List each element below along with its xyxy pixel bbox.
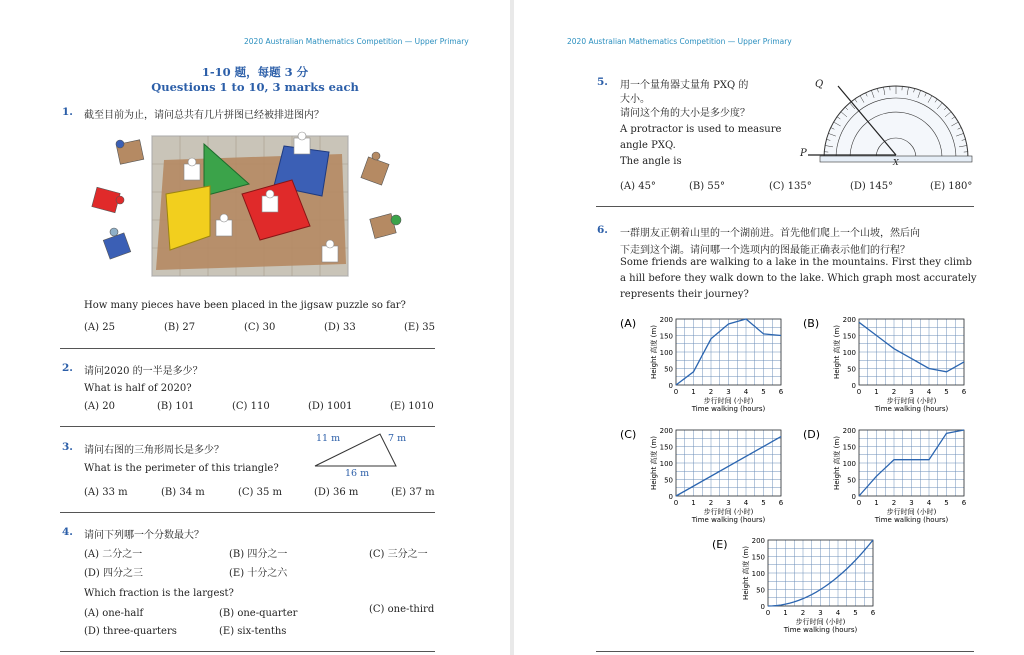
x-tick-label: 0 [765, 609, 771, 617]
choice-a[interactable]: (A) 45° [620, 181, 656, 192]
y-tick-label: 100 [842, 460, 856, 468]
x-tick-label: 1 [691, 388, 696, 396]
question-number: 3. [62, 441, 73, 453]
question-text-cn: 大小。 [620, 94, 650, 105]
x-axis-label: Time walking (hours) [783, 626, 858, 634]
choice-d[interactable]: (D) 145° [850, 181, 894, 192]
x-axis-label: Time walking (hours) [691, 516, 766, 524]
x-tick-label: 4 [743, 388, 749, 396]
divider [60, 651, 435, 652]
question-text-en: angle PXQ. [620, 140, 676, 151]
x-tick-label: 2 [891, 499, 897, 507]
choice-a[interactable]: (A) 25 [84, 322, 115, 333]
choice-e[interactable]: (E) 180° [930, 181, 973, 192]
question-text-en: a hill before they walk down to the lake. Which graph most accurately [620, 273, 977, 284]
y-axis-label: Height 高度 (m) [833, 325, 841, 379]
jigsaw-puzzle-image [84, 124, 424, 284]
x-tick-label: 2 [800, 609, 806, 617]
x-axis-label-cn: 步行时间 (小时) [703, 397, 754, 405]
x-tick-label: 3 [909, 499, 914, 507]
y-tick-label: 150 [659, 332, 673, 341]
x-tick-label: 0 [856, 499, 862, 507]
choice-b[interactable]: (B) 55° [689, 181, 726, 192]
choice-c[interactable]: (C) 110 [232, 401, 270, 412]
y-tick-label: 0 [668, 493, 673, 501]
right-page [514, 0, 1024, 655]
divider [60, 348, 435, 349]
x-axis-label-cn: 步行时间 (小时) [795, 618, 846, 626]
height-time-graph[interactable] [618, 313, 803, 423]
x-tick-label: 3 [726, 499, 731, 507]
choice-a[interactable]: (A) 33 m [84, 487, 128, 498]
y-tick-label: 200 [842, 316, 856, 324]
x-tick-label: 1 [874, 388, 879, 396]
question-text-cn: 截至目前为止，请问总共有几片拼图已经被排进图内？ [84, 110, 324, 121]
graph-option-label: (C) [620, 428, 637, 441]
graph-option-label: (E) [712, 538, 728, 551]
y-tick-label: 100 [751, 570, 765, 578]
x-tick-label: 6 [870, 609, 876, 617]
y-tick-label: 100 [659, 460, 673, 468]
choice-e-cn[interactable]: (E) 十分之六 [229, 568, 288, 579]
x-axis-label: Time walking (hours) [874, 516, 949, 524]
x-tick-label: 2 [708, 499, 714, 507]
y-tick-label: 150 [842, 443, 856, 452]
question-text-cn: 请问右图的三角形周长是多少？ [84, 445, 224, 456]
y-tick-label: 0 [760, 603, 765, 611]
choice-a[interactable]: (A) 20 [84, 401, 115, 412]
x-axis-label-cn: 步行时间 (小时) [886, 508, 937, 516]
x-tick-label: 4 [926, 388, 932, 396]
x-tick-label: 5 [944, 388, 949, 396]
choice-e[interactable]: (E) six-tenths [219, 626, 287, 637]
x-tick-label: 4 [926, 499, 932, 507]
y-tick-label: 50 [664, 365, 673, 374]
y-tick-label: 200 [751, 537, 765, 545]
choice-c[interactable]: (C) 35 m [238, 487, 283, 498]
side-label: 16 m [345, 468, 370, 479]
x-tick-label: 3 [726, 388, 731, 396]
choice-d[interactable]: (D) three-quarters [84, 626, 177, 637]
point-label-q: Q [815, 79, 824, 90]
x-tick-label: 0 [673, 388, 679, 396]
choice-e[interactable]: (E) 37 m [391, 487, 435, 498]
y-tick-label: 200 [659, 316, 673, 324]
x-tick-label: 6 [961, 499, 967, 507]
x-tick-label: 0 [856, 388, 862, 396]
question-text-en: The angle is [620, 156, 682, 167]
x-tick-label: 3 [818, 609, 823, 617]
x-tick-label: 6 [778, 388, 784, 396]
question-text-en: What is half of 2020? [84, 383, 192, 394]
left-page [0, 0, 510, 655]
question-text-en: Some friends are walking to a lake in the mountains. First they climb [620, 257, 972, 268]
x-tick-label: 2 [708, 388, 714, 396]
x-axis-label: Time walking (hours) [874, 405, 949, 413]
point-label-p: P [800, 148, 807, 159]
x-tick-label: 4 [835, 609, 841, 617]
y-axis-label: Height 高度 (m) [650, 436, 658, 490]
x-tick-label: 2 [891, 388, 897, 396]
x-tick-label: 0 [673, 499, 679, 507]
choice-a[interactable]: (A) one-half [84, 608, 144, 619]
divider [596, 206, 974, 207]
choice-b[interactable]: (B) 27 [164, 322, 196, 333]
question-text-cn: 请问这个角的大小是多少度？ [620, 108, 750, 119]
x-tick-label: 3 [909, 388, 914, 396]
question-text-cn: 请问下列哪一个分数最大？ [84, 530, 204, 541]
x-tick-label: 6 [778, 499, 784, 507]
running-header: 2020 Australian Mathematics Competition — Upper Primary [244, 37, 469, 46]
x-axis-label-cn: 步行时间 (小时) [703, 508, 754, 516]
choice-c[interactable]: (C) 30 [244, 322, 276, 333]
y-tick-label: 100 [842, 349, 856, 357]
question-number: 4. [62, 526, 73, 538]
question-text-cn: 请问2020 的一半是多少？ [84, 366, 203, 377]
y-tick-label: 100 [659, 349, 673, 357]
choice-b[interactable]: (B) 101 [157, 401, 195, 412]
y-tick-label: 0 [851, 493, 856, 501]
y-axis-label: Height 高度 (m) [742, 546, 750, 600]
question-number: 6. [597, 224, 608, 236]
x-tick-label: 5 [761, 388, 766, 396]
y-tick-label: 50 [756, 586, 765, 595]
side-label: 11 m [316, 433, 341, 444]
choice-c[interactable]: (C) one-third [369, 604, 435, 615]
choice-b-cn[interactable]: (B) 四分之一 [229, 549, 288, 560]
x-tick-label: 5 [944, 499, 949, 507]
choice-c[interactable]: (C) 135° [769, 181, 812, 192]
x-axis-label-cn: 步行时间 (小时) [886, 397, 937, 405]
x-axis-label: Time walking (hours) [691, 405, 766, 413]
x-tick-label: 1 [691, 499, 696, 507]
question-number: 1. [62, 106, 73, 118]
choice-d-cn[interactable]: (D) 四分之三 [84, 568, 143, 579]
question-text-en: How many pieces have been placed in the jigsaw puzzle so far? [84, 300, 406, 311]
point-label-x: X [893, 158, 899, 167]
choice-c-cn[interactable]: (C) 三分之一 [369, 549, 428, 560]
height-time-graph[interactable] [618, 424, 803, 534]
question-text-cn: 下走到这个湖。请问哪一个选项内的图最能正确表示他们的行程？ [620, 245, 910, 256]
question-text-cn: 用一个量角器丈量角 PXQ 的 [620, 80, 749, 91]
choice-a-cn[interactable]: (A) 二分之一 [84, 549, 143, 560]
choice-d[interactable]: (D) 33 [324, 322, 356, 333]
side-label: 7 m [388, 433, 407, 444]
question-text-en: A protractor is used to measure [620, 124, 782, 135]
running-header: 2020 Australian Mathematics Competition — Upper Primary [567, 37, 792, 46]
height-time-graph[interactable] [801, 424, 986, 534]
x-tick-label: 1 [783, 609, 788, 617]
graph-option-label: (B) [803, 317, 820, 330]
choice-b[interactable]: (B) one-quarter [219, 608, 298, 619]
question-number: 5. [597, 76, 608, 88]
y-tick-label: 50 [664, 476, 673, 485]
section-title-en: Questions 1 to 10, 3 marks each [151, 80, 359, 94]
y-tick-label: 150 [751, 553, 765, 562]
choice-d[interactable]: (D) 1001 [308, 401, 353, 412]
question-text-en: What is the perimeter of this triangle? [84, 463, 279, 474]
y-tick-label: 50 [847, 365, 856, 374]
y-tick-label: 200 [659, 427, 673, 435]
question-text-en: Which fraction is the largest? [84, 588, 234, 599]
divider [60, 426, 435, 427]
y-tick-label: 50 [847, 476, 856, 485]
graph-option-label: (D) [803, 428, 821, 441]
y-tick-label: 200 [842, 427, 856, 435]
choice-d[interactable]: (D) 36 m [314, 487, 359, 498]
question-text-en: represents their journey? [620, 289, 749, 300]
y-axis-label: Height 高度 (m) [650, 325, 658, 379]
section-title-cn: 1-10 题，每题 3 分 [201, 65, 309, 79]
x-tick-label: 4 [743, 499, 749, 507]
y-axis-label: Height 高度 (m) [833, 436, 841, 490]
x-tick-label: 6 [961, 388, 967, 396]
question-text-cn: 一群朋友正朝着山里的一个湖前进。首先他们爬上一个山坡，然后向 [620, 228, 920, 239]
x-tick-label: 5 [761, 499, 766, 507]
y-tick-label: 0 [668, 382, 673, 390]
height-time-graph[interactable] [801, 313, 986, 423]
question-number: 2. [62, 362, 73, 374]
y-tick-label: 150 [659, 443, 673, 452]
choice-b[interactable]: (B) 34 m [161, 487, 205, 498]
divider [596, 651, 974, 652]
x-tick-label: 5 [853, 609, 858, 617]
choice-e[interactable]: (E) 1010 [390, 401, 434, 412]
y-tick-label: 150 [842, 332, 856, 341]
divider [60, 512, 435, 513]
choice-e[interactable]: (E) 35 [404, 322, 436, 333]
height-time-graph[interactable] [710, 534, 895, 644]
y-tick-label: 0 [851, 382, 856, 390]
graph-option-label: (A) [620, 317, 637, 330]
x-tick-label: 1 [874, 499, 879, 507]
